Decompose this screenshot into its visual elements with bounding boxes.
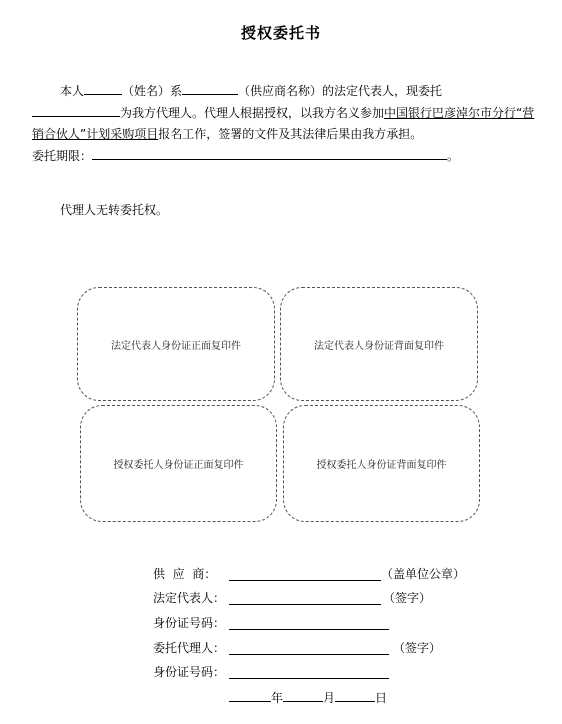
text-segment: （供应商名称）的法定代表人，现委托 bbox=[238, 84, 443, 98]
term-label: 委托期限： bbox=[32, 149, 93, 163]
id-number-field[interactable] bbox=[229, 678, 389, 679]
text-segment: 代理人无转委托权。 bbox=[60, 203, 169, 217]
agent-name-blank[interactable] bbox=[32, 102, 120, 117]
box-label: 法定代表人身份证正面复印件 bbox=[111, 340, 241, 352]
agent-field[interactable] bbox=[229, 654, 389, 655]
name-blank[interactable] bbox=[84, 80, 122, 95]
supplier-name-blank[interactable] bbox=[182, 80, 238, 95]
legal-rep-field[interactable] bbox=[229, 604, 381, 605]
page-title: 授权委托书 bbox=[240, 24, 321, 42]
box-label: 法定代表人身份证背面复印件 bbox=[314, 340, 444, 352]
agent-id-front-box bbox=[80, 405, 277, 522]
project-name: 中国银行巴彦淖尔市分行“营销合伙人”计划采购项目 bbox=[32, 106, 535, 141]
seal-note: （盖单位公章） bbox=[381, 567, 466, 581]
supplier-label: 供 应 商： bbox=[153, 567, 217, 581]
month-label: 月 bbox=[323, 691, 336, 705]
id-number-label: 身份证号码： bbox=[153, 616, 226, 630]
text-segment: 为我方代理人。代理人根据授权，以我方名义参加 bbox=[120, 106, 385, 120]
no-subdelegation-paragraph bbox=[32, 200, 542, 221]
sign-note: （签字） bbox=[393, 641, 442, 655]
agent-id-back-box bbox=[283, 405, 480, 522]
agent-label: 委托代理人： bbox=[153, 641, 226, 655]
day-field[interactable] bbox=[335, 687, 375, 702]
legal-rep-label: 法定代表人： bbox=[153, 591, 226, 605]
authorization-paragraph bbox=[32, 80, 542, 167]
year-label: 年 bbox=[271, 691, 284, 705]
date-row bbox=[229, 687, 387, 706]
month-field[interactable] bbox=[283, 687, 323, 702]
legal-rep-id-front-box bbox=[77, 287, 275, 401]
day-label: 日 bbox=[375, 691, 388, 705]
text-segment: 报名工作，签署的文件及其法律后果由我方承担。 bbox=[158, 127, 423, 141]
id-number-label: 身份证号码： bbox=[153, 665, 226, 679]
term-blank[interactable] bbox=[92, 145, 447, 160]
box-label: 授权委托人身份证正面复印件 bbox=[113, 460, 244, 471]
text-segment: 本人 bbox=[60, 84, 85, 98]
year-field[interactable] bbox=[229, 687, 271, 702]
text-segment: （姓名）系 bbox=[122, 84, 183, 98]
text-segment: 。 bbox=[447, 149, 460, 163]
sign-note: （签字） bbox=[383, 591, 432, 605]
id-number-field[interactable] bbox=[229, 629, 389, 630]
box-label: 授权委托人身份证背面复印件 bbox=[316, 460, 447, 471]
legal-rep-id-back-box bbox=[280, 287, 478, 401]
supplier-field[interactable] bbox=[229, 580, 381, 581]
